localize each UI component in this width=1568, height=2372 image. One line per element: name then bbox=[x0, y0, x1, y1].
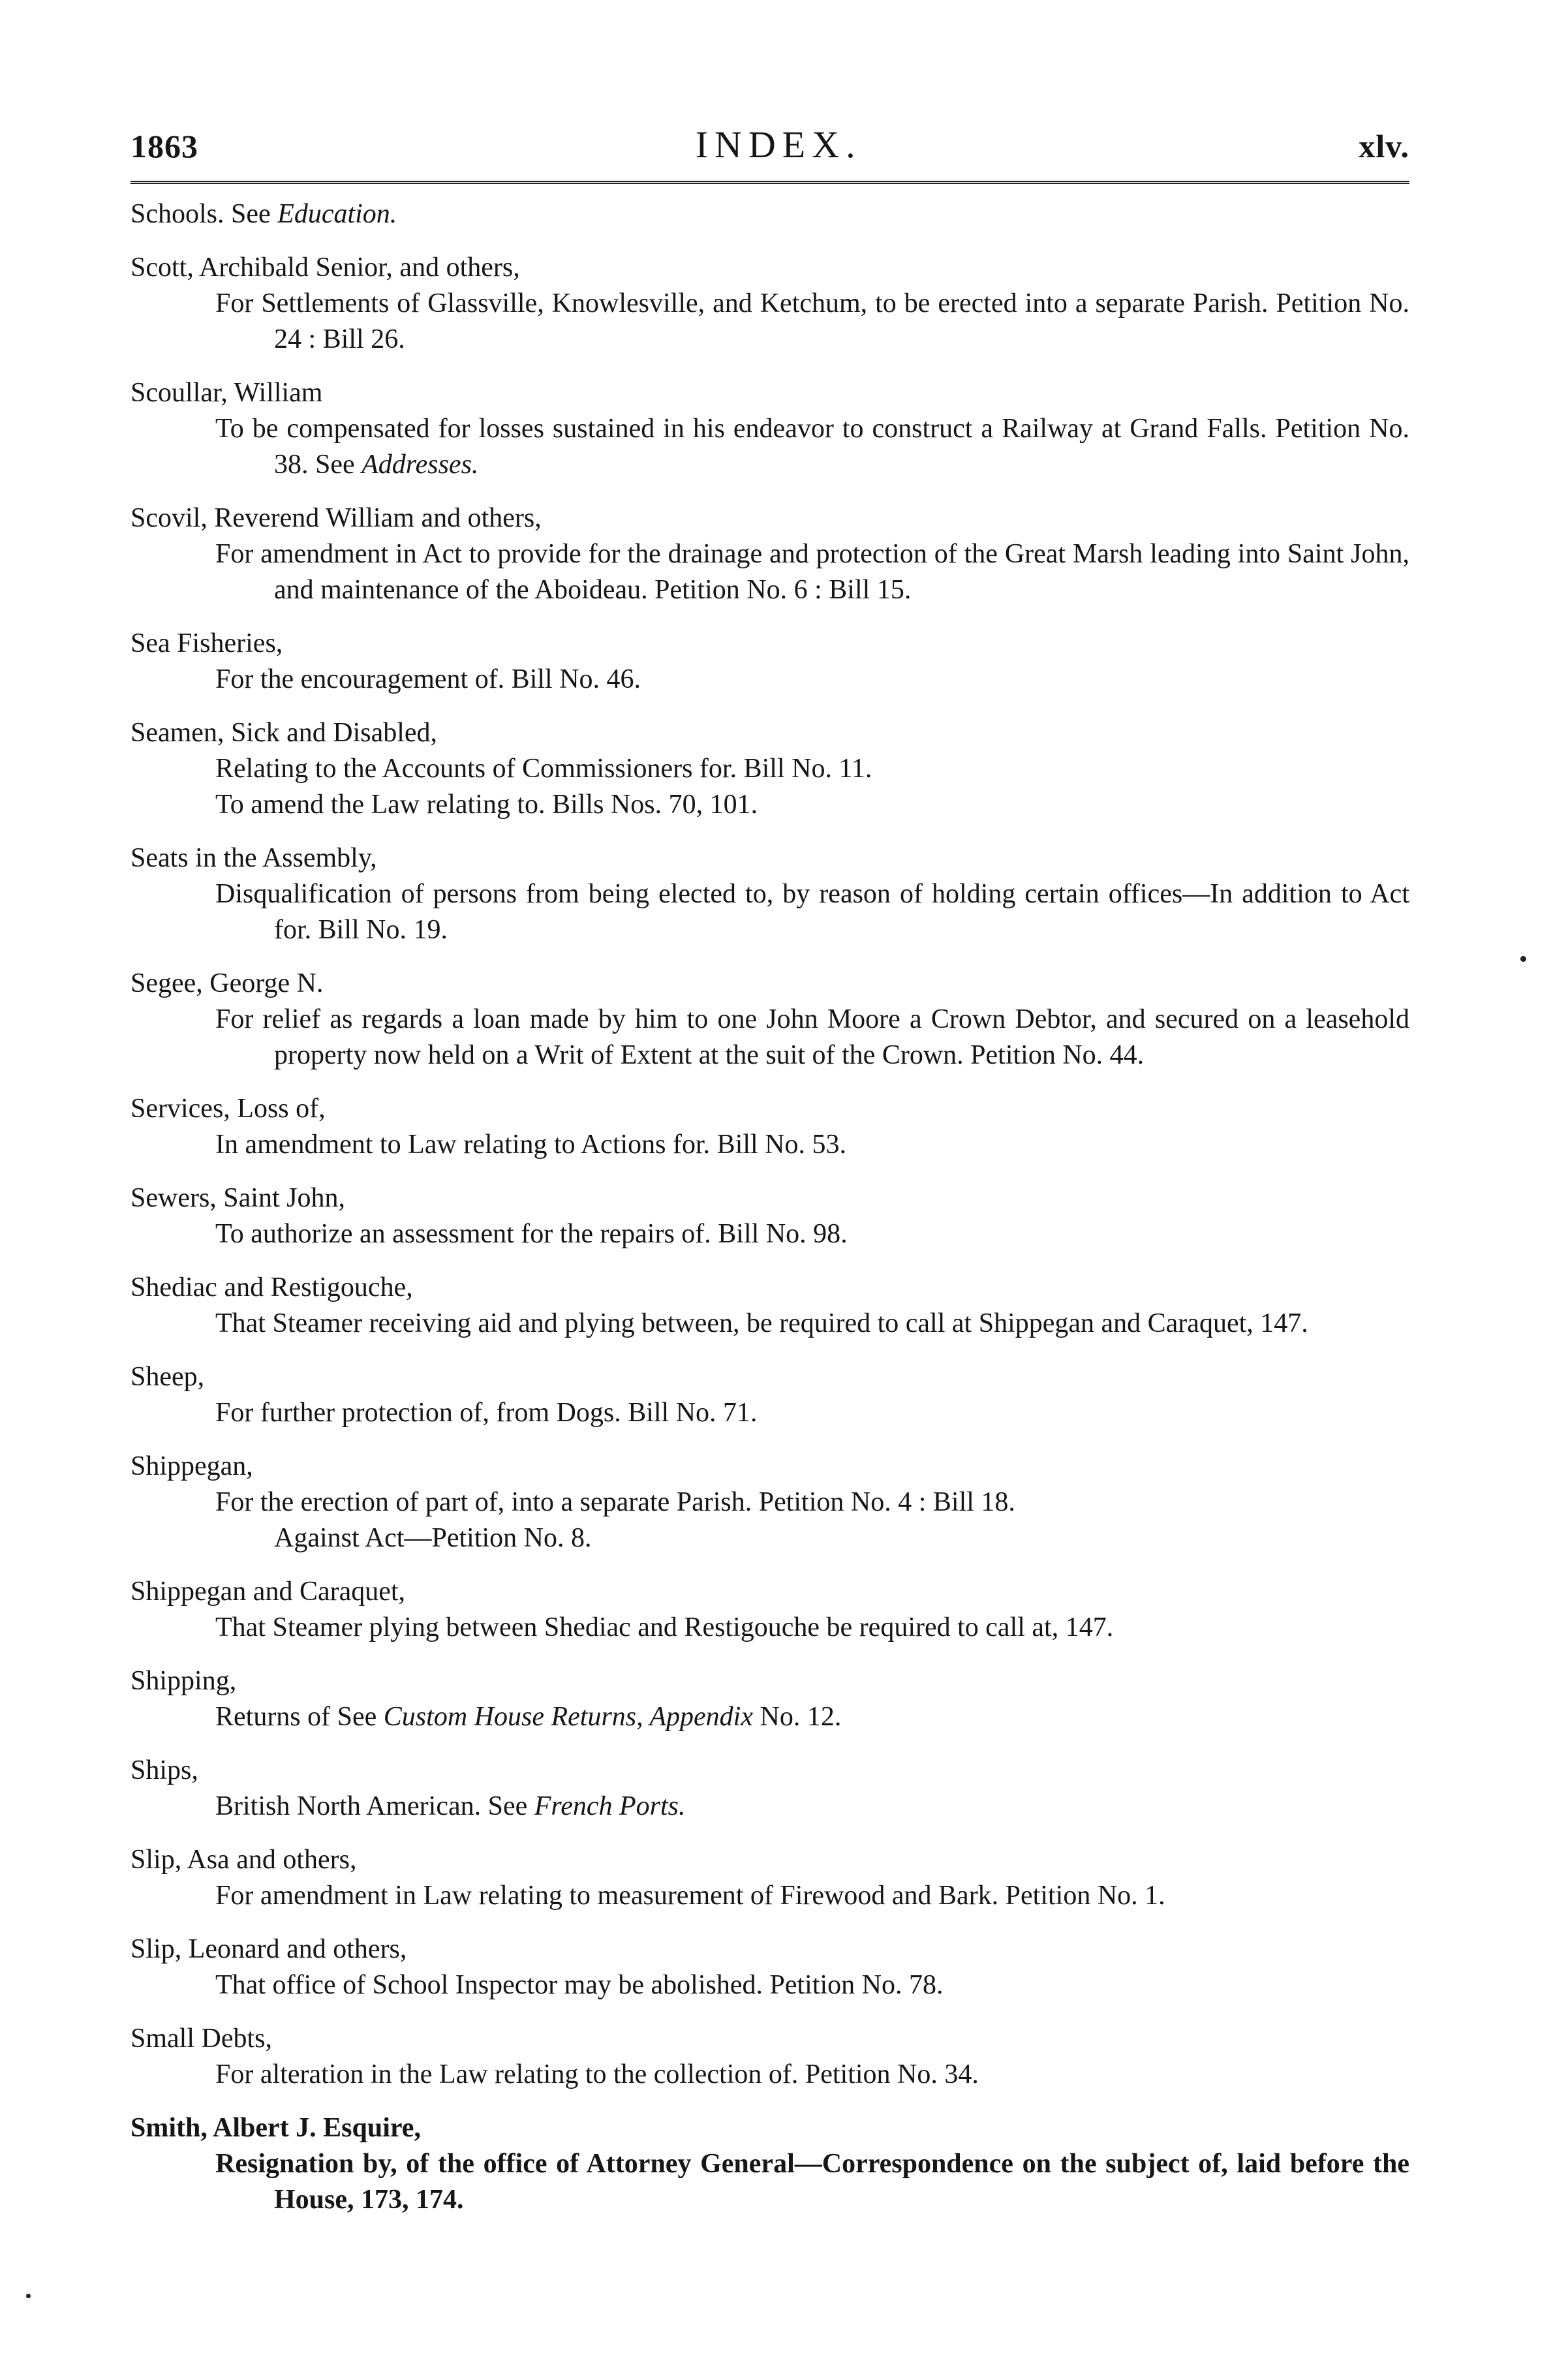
entry-heading bbox=[131, 1931, 1409, 1967]
entry-detail: For relief as regards a loan made by him to one John Moore a Crown Debtor, and secured on a leasehold property now held on a Writ of Extent at the suit of the Crown. Petition No. 44. bbox=[215, 1004, 1409, 1070]
entry-detail: To authorize an assessment for the repairs of. Bill No. 98. bbox=[215, 1219, 848, 1249]
entry-detail: Disqualification of persons from being elected to, by reason of holding certain offices—In addition to Act for. Bill No. 19. bbox=[215, 879, 1409, 945]
index-entry bbox=[131, 1931, 1409, 2003]
entry-heading-text: Shippegan and Caraquet, bbox=[131, 1577, 406, 1607]
index-entry bbox=[131, 1359, 1409, 1431]
entry-heading-text: Scott, Archibald Senior, and others, bbox=[131, 253, 520, 283]
entry-heading bbox=[131, 965, 1409, 1002]
entry-heading-text: Shediac and Restigouche, bbox=[131, 1272, 413, 1302]
index-page bbox=[131, 123, 1409, 2218]
index-entry bbox=[131, 1180, 1409, 1252]
entry-detail: For further protection of, from Dogs. Bill No. 71. bbox=[215, 1398, 758, 1428]
page-header bbox=[131, 123, 1409, 166]
index-entry bbox=[131, 2020, 1409, 2093]
entry-detail-text: Against Act—Petition No. 8. bbox=[274, 1523, 592, 1553]
entry-heading-text: Shipping, bbox=[131, 1666, 237, 1696]
entry-detail: For amendment in Law relating to measurement of Firewood and Bark. Petition No. 1. bbox=[215, 1881, 1165, 1911]
entry-detail: For the erection of part of, into a separate Parish. Petition No. 4 : Bill 18. bbox=[215, 1487, 1015, 1517]
entry-detail bbox=[131, 1520, 1409, 1556]
entry-heading bbox=[131, 249, 1409, 286]
entry-heading-text: Shippegan, bbox=[131, 1451, 253, 1481]
entry-heading bbox=[131, 625, 1409, 662]
entry-see-text: See bbox=[224, 199, 278, 229]
entry-see-ref: Education. bbox=[277, 199, 397, 229]
entry-heading bbox=[131, 1269, 1409, 1306]
entry-see-ref: Addresses. bbox=[361, 450, 479, 480]
header-rule bbox=[131, 181, 1409, 184]
index-entry bbox=[131, 375, 1409, 483]
entry-heading bbox=[131, 1180, 1409, 1216]
entry-heading bbox=[131, 1841, 1409, 1878]
ink-speck bbox=[1520, 956, 1526, 962]
index-entry bbox=[131, 1090, 1409, 1163]
index-entry bbox=[131, 1663, 1409, 1735]
entry-heading-text: Seamen, Sick and Disabled, bbox=[131, 718, 438, 748]
entry-detail bbox=[131, 411, 1409, 483]
entry-detail bbox=[131, 1699, 1409, 1735]
entry-detail: For Settlements of Glassville, Knowlesville, and Ketchum, to be erected into a separate Parish. Petition No. 24 : Bill 26. bbox=[215, 288, 1409, 354]
entry-heading-text: Sea Fisheries, bbox=[131, 628, 283, 658]
entry-heading bbox=[131, 1573, 1409, 1610]
index-entry bbox=[131, 500, 1409, 608]
ink-speck bbox=[26, 2294, 31, 2298]
entry-detail-text: To be compensated for losses sustained in his endeavor to construct a Railway at Grand Falls. Petition No. 38. See bbox=[215, 414, 1409, 480]
entry-detail: That Steamer receiving aid and plying between, be required to call at Shippegan and Caraquet, 147. bbox=[215, 1308, 1308, 1338]
entry-heading bbox=[131, 1448, 1409, 1485]
entry-heading bbox=[131, 1359, 1409, 1395]
year: 1863 bbox=[131, 128, 198, 164]
entry-heading bbox=[131, 500, 1409, 536]
entry-heading-text: Ships, bbox=[131, 1755, 198, 1785]
entry-heading bbox=[131, 1090, 1409, 1127]
entry-detail: To amend the Law relating to. Bills Nos. 70, 101. bbox=[215, 790, 758, 820]
page-title: INDEX. bbox=[695, 123, 862, 166]
entry-heading-text: Services, Loss of, bbox=[131, 1094, 326, 1124]
entry-heading-text: Slip, Asa and others, bbox=[131, 1845, 357, 1875]
entry-heading bbox=[131, 2110, 1409, 2146]
entry-see-ref: Custom House Returns, Appendix bbox=[383, 1702, 753, 1732]
entry-detail: In amendment to Law relating to Actions for. Bill No. 53. bbox=[215, 1130, 847, 1160]
entry-detail: For amendment in Act to provide for the drainage and protection of the Great Marsh leading into Saint John, and maintenance of the Aboideau. Petition No. 6 : Bill 15. bbox=[215, 539, 1409, 605]
entry-heading-text: Sheep, bbox=[131, 1362, 205, 1392]
entry-heading-text: Scovil, Reverend William and others, bbox=[131, 503, 542, 533]
entry-heading bbox=[131, 840, 1409, 876]
index-entry bbox=[131, 840, 1409, 948]
entry-heading-text: Schools. bbox=[131, 199, 224, 229]
entry-detail: Relating to the Accounts of Commissioners for. Bill No. 11. bbox=[215, 754, 872, 784]
entry-heading bbox=[131, 196, 1409, 232]
entry-heading bbox=[131, 715, 1409, 751]
entry-heading bbox=[131, 1752, 1409, 1789]
entry-detail-text: British North American. See bbox=[215, 1791, 534, 1821]
entry-heading-text: Smith, Albert J. Esquire, bbox=[131, 2113, 421, 2143]
index-entry bbox=[131, 1448, 1409, 1556]
entry-detail bbox=[131, 1789, 1409, 1825]
entry-heading bbox=[131, 1663, 1409, 1699]
entry-heading-text: Small Debts, bbox=[131, 2024, 272, 2054]
entry-heading-text: Sewers, Saint John, bbox=[131, 1183, 345, 1213]
entry-heading-text: Seats in the Assembly, bbox=[131, 843, 377, 873]
index-entries bbox=[131, 196, 1409, 2218]
entry-detail-text: Returns of See bbox=[215, 1702, 384, 1732]
index-entry bbox=[131, 2110, 1409, 2218]
entry-heading-text: Scoullar, William bbox=[131, 378, 323, 408]
entry-detail: Resignation by, of the office of Attorney General—Correspondence on the subject of, laid before the House, 173, 174. bbox=[215, 2149, 1409, 2215]
entry-heading bbox=[131, 375, 1409, 411]
index-entry bbox=[131, 625, 1409, 698]
index-entry bbox=[131, 196, 1409, 232]
index-entry bbox=[131, 249, 1409, 358]
entry-detail: For alteration in the Law relating to the collection of. Petition No. 34. bbox=[215, 2059, 979, 2089]
entry-heading-text: Segee, George N. bbox=[131, 968, 324, 998]
index-entry bbox=[131, 1269, 1409, 1342]
index-entry bbox=[131, 1841, 1409, 1914]
entry-detail-tail: No. 12. bbox=[752, 1702, 842, 1732]
index-entry bbox=[131, 965, 1409, 1073]
index-entry bbox=[131, 1573, 1409, 1646]
index-entry bbox=[131, 715, 1409, 823]
entry-detail: That Steamer plying between Shediac and Restigouche be required to call at, 147. bbox=[215, 1612, 1114, 1642]
entry-detail: For the encouragement of. Bill No. 46. bbox=[215, 664, 641, 694]
index-entry bbox=[131, 1752, 1409, 1825]
entry-detail: That office of School Inspector may be abolished. Petition No. 78. bbox=[215, 1970, 944, 2000]
page-number: xlv. bbox=[1359, 128, 1409, 164]
entry-heading-text: Slip, Leonard and others, bbox=[131, 1934, 407, 1964]
entry-heading bbox=[131, 2020, 1409, 2057]
entry-see-ref: French Ports. bbox=[534, 1791, 686, 1821]
